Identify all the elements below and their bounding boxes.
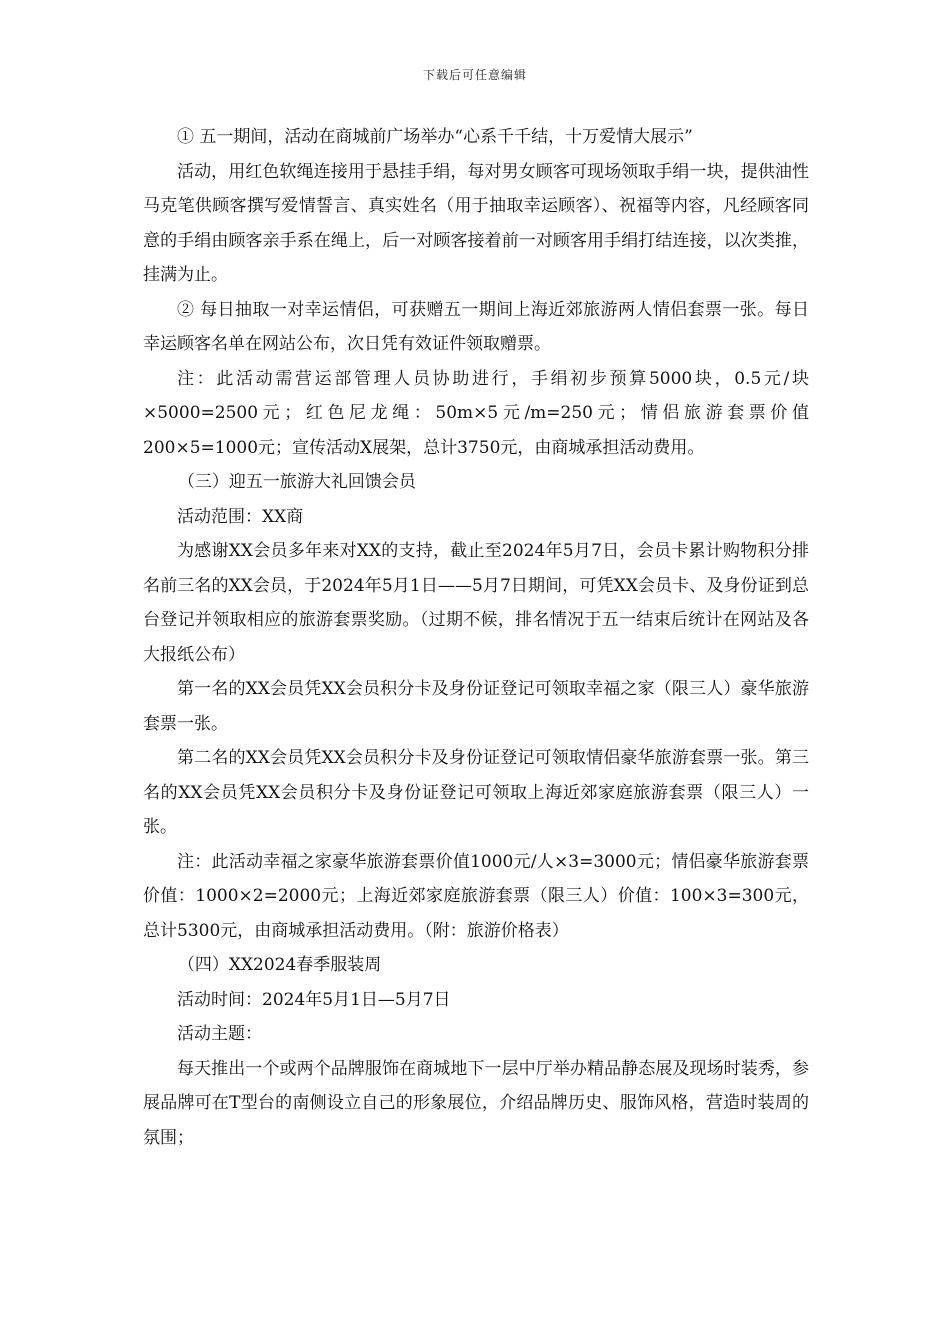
paragraph-activity-1: ① 五一期间，活动在商城前广场举办“心系千千结，十万爱情大展示” [177, 127, 693, 147]
paragraph-second-third-prize: 第二名的XX会员凭XX会员积分卡及身份证登记可领取情侣豪华旅游套票一张。第三名的XX会员凭XX会员积分卡及身份证登记可领取上海近郊家庭旅游套票（限三人）一张。 [143, 748, 809, 837]
section-heading-4: （四）XX2024春季服装周 [177, 955, 382, 975]
paragraph-activity-scope: 活动范围：XX商 [177, 506, 304, 527]
paragraph-activity-time: 活动时间：2024年5月1日—5月7日 [177, 989, 451, 1010]
document-body [143, 120, 809, 1155]
page-header-note: 下载后可任意编辑 [422, 68, 527, 82]
paragraph-first-prize: 第一名的XX会员凭XX会员积分卡及身份证登记可领取幸福之家（限三人）豪华旅游套票一张。 [143, 679, 809, 734]
paragraph-member-thanks: 为感谢XX会员多年来对XX的支持，截止至2024年5月7日，会员卡累计购物积分排名前三名的XX会员，于2024年5月1日——5月7日期间，可凭XX会员卡、及身份证到总台登记并领取相应的旅游套票奖励。（过期不候，排名情况于五一结束后统计在网站及各大报纸公布） [143, 541, 809, 665]
paragraph-fashion-week: 每天推出一个或两个品牌服饰在商城地下一层中厅举办精品静态展及现场时装秀，参展品牌可在T型台的南侧设立自己的形象展位，介绍品牌历史、服饰风格，营造时装周的氛围； [143, 1058, 809, 1148]
paragraph-activity-theme: 活动主题： [177, 1024, 262, 1044]
paragraph-activity-1-detail: 活动，用红色软绳连接用于悬挂手绢，每对男女顾客可现场领取手绢一块，提供油性马克笔供顾客撰写爱情誓言、真实姓名（用于抽取幸运顾客）、祝福等内容，凡经顾客同意的手绢由顾客亲手系在绳上，后一对顾客接着前一对顾客用手绢打结连接，以次类推，挂满为止。 [143, 161, 809, 285]
paragraph-budget-note-2: 注：此活动幸福之家豪华旅游套票价值1000元/人×3=3000元；情侣豪华旅游套票价值：1000×2=2000元；上海近郊家庭旅游套票（限三人）价值：100×3=300元，总计5300元，由商城承担活动费用。（附：旅游价格表） [143, 851, 809, 941]
paragraph-budget-note-1: 注：此活动需营运部管理人员协助进行，手绢初步预算5000块，0.5元/块×5000=2500元；红色尼龙绳：50m×5元/m=250元；情侣旅游套票价值200×5=1000元；宣传活动X展架，总计3750元，由商城承担活动费用。 [143, 368, 809, 458]
section-heading-3: （三）迎五一旅游大礼回馈会员 [177, 472, 416, 492]
paragraph-activity-2: ② 每日抽取一对幸运情侣，可获赠五一期间上海近郊旅游两人情侣套票一张。每日幸运顾客名单在网站公布，次日凭有效证件领取赠票。 [143, 299, 809, 354]
